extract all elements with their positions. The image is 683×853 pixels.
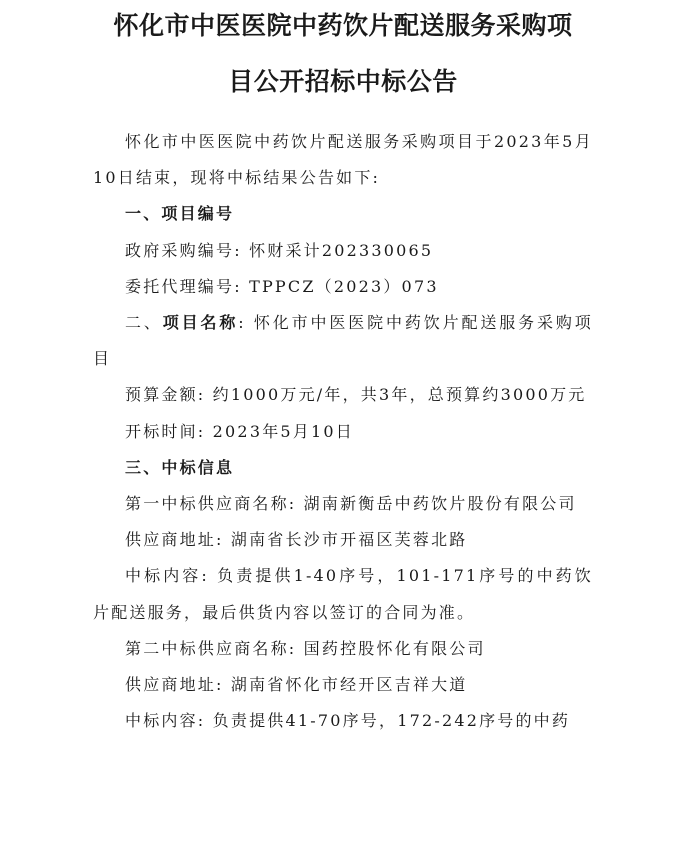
budget-amount: 预算金额: 约1000万元/年，共3年，总预算约3000万元 [125,385,587,405]
intro-paragraph: 怀化市中医医院中药饮片配送服务采购项目于2023年5月10日结束，现将中标结果公告如下: [93,132,593,188]
gov-procurement-number: 政府采购编号: 怀财采计202330065 [125,240,434,260]
section-project-name-prefix: 二、 [125,313,163,333]
supplier2-name: 第二中标供应商名称: 国药控股怀化有限公司 [125,638,486,658]
agent-number: 委托代理编号: TPPCZ（2023）073 [125,276,439,296]
supplier2-address: 供应商地址: 湖南省怀化市经开区吉祥大道 [125,675,468,695]
document-body [93,124,593,739]
supplier2-content: 中标内容: 负责提供41-70序号，172-242序号的中药 [125,711,571,731]
supplier1-content: 中标内容: 负责提供1-40序号，101-171序号的中药饮片配送服务，最后供货内容以签订的合同为准。 [93,566,593,622]
title-line-2: 目公开招标中标公告 [228,67,458,96]
section-project-name-text: : 怀化市中医医院中药饮片配送服务采购项目 [93,313,593,369]
section-heading-award-info: 三、中标信息 [125,457,235,477]
section-heading-project-number: 一、项目编号 [125,204,235,224]
section-project-name-label: 项目名称 [162,313,239,333]
title-line-1: 怀化市中医医院中药饮片配送服务采购项 [113,11,573,40]
section-project-name [93,305,593,377]
supplier1-name: 第一中标供应商名称: 湖南新衡岳中药饮片股份有限公司 [125,494,577,514]
supplier1-address: 供应商地址: 湖南省长沙市开福区芙蓉北路 [125,530,468,550]
bid-opening-time: 开标时间: 2023年5月10日 [125,421,354,441]
document-title [93,0,593,110]
